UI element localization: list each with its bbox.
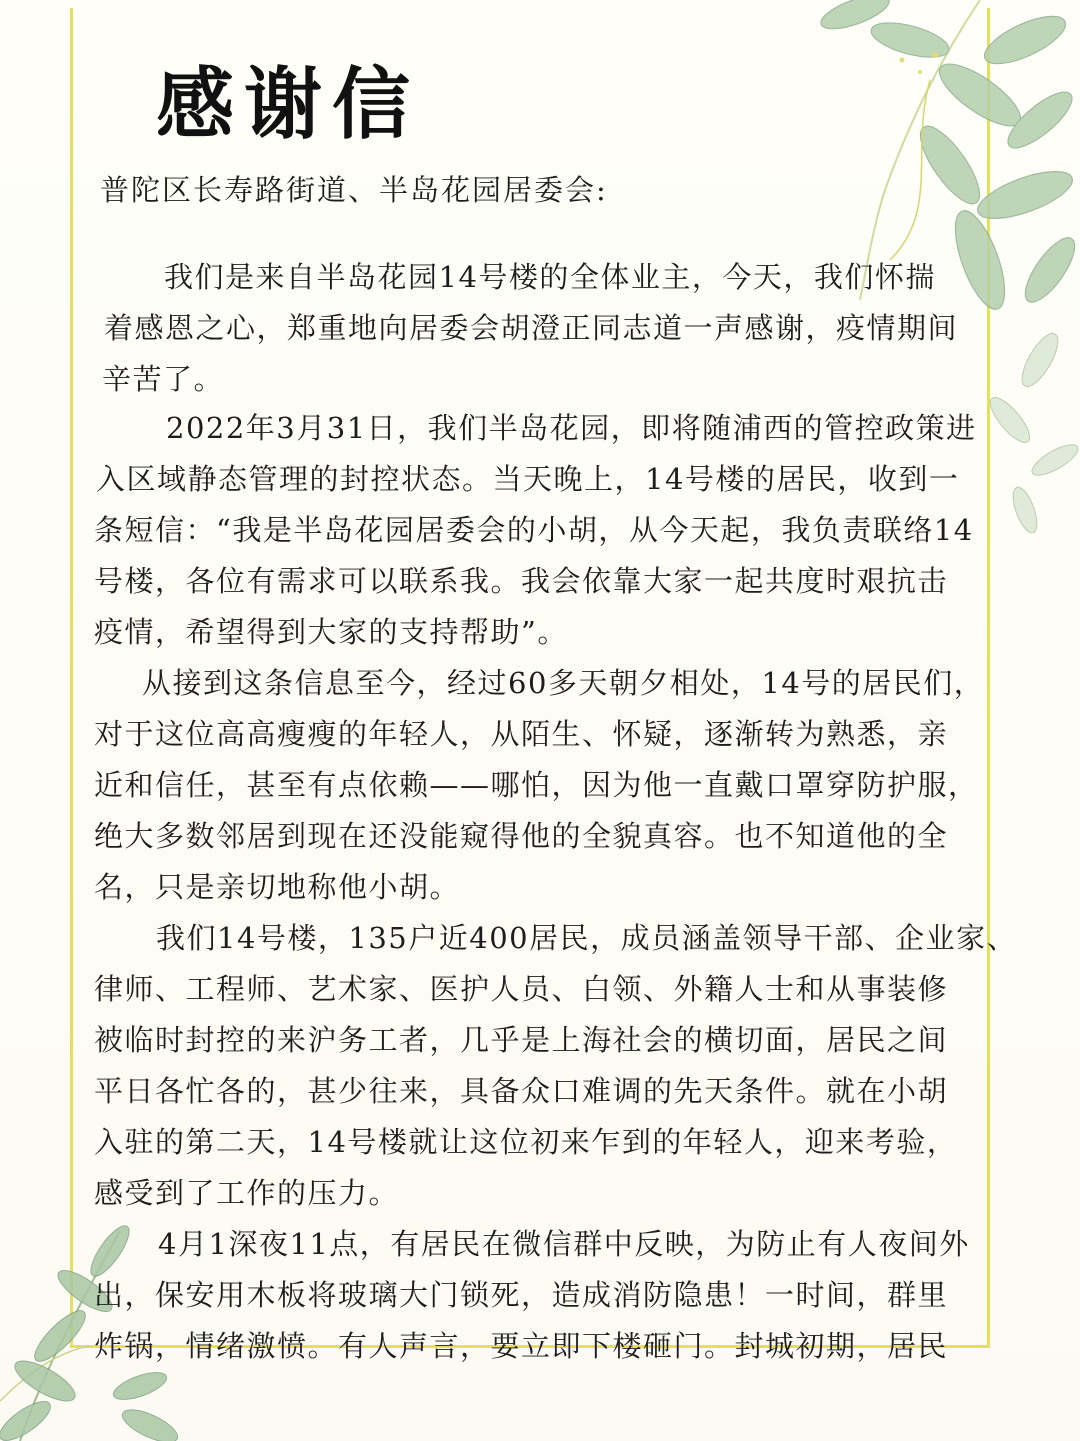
letter-body: [94, 252, 1018, 1372]
paragraph-line: 我们是来自半岛花园14号楼的全体业主，今天，我们怀揣: [164, 260, 936, 294]
paragraph-line: 近和信任，甚至有点依赖——哪怕，因为他一直戴口罩穿防护服，: [94, 768, 979, 802]
paragraph-line: 疫情，希望得到大家的支持帮助”。: [94, 615, 568, 649]
paragraph-line: 辛苦了。: [102, 362, 225, 396]
paragraph-line: 律师、工程师、艺术家、医护人员、白领、外籍人士和从事装修: [94, 972, 949, 1006]
paragraph-line: 号楼，各位有需求可以联系我。我会依靠大家一起共度时艰抗击: [94, 564, 949, 598]
paragraph-line: 我们14号楼，135户近400居民，成员涵盖领导干部、企业家、: [156, 921, 1018, 955]
letter-title: 感谢信: [156, 60, 421, 150]
letter-salutation: 普陀区长寿路街道、半岛花园居委会:: [100, 173, 608, 207]
paragraph-line: 平日各忙各的，甚少往来，具备众口难调的先天条件。就在小胡: [94, 1074, 949, 1108]
paragraph-line: 从接到这条信息至今，经过60多天朝夕相处，14号的居民们，: [142, 666, 985, 700]
paragraph-line: 名，只是亲切地称他小胡。: [94, 870, 461, 904]
paragraph-line: 条短信：“我是半岛花园居委会的小胡，从今天起，我负责联络14: [94, 513, 974, 547]
paragraph-line: 炸锅，情绪激愤。有人声言，要立即下楼砸门。封城初期，居民: [94, 1329, 949, 1363]
paragraph-line: 入区域静态管理的封控状态。当天晚上，14号楼的居民，收到一: [96, 462, 960, 496]
paragraph-line: 入驻的第二天，14号楼就让这位初来乍到的年轻人，迎来考验，: [94, 1125, 958, 1159]
paragraph-line: 绝大多数邻居到现在还没能窥得他的全貌真容。也不知道他的全: [94, 819, 949, 853]
paragraph-line: 被临时封控的来沪务工者，几乎是上海社会的横切面，居民之间: [94, 1023, 949, 1057]
paragraph-line: 对于这位高高瘦瘦的年轻人，从陌生、怀疑，逐渐转为熟悉，亲: [94, 717, 949, 751]
paragraph-line: 出，保安用木板将玻璃大门锁死，造成消防隐患！一时间，群里: [94, 1278, 949, 1312]
paragraph-line: 感受到了工作的压力。: [94, 1176, 400, 1210]
paragraph-line: 2022年3月31日，我们半岛花园，即将随浦西的管控政策进: [166, 411, 977, 445]
paragraph-line: 着感恩之心，郑重地向居委会胡澄正同志道一声感谢，疫情期间: [104, 311, 959, 345]
paragraph-line: 4月1深夜11点，有居民在微信群中反映，为防止有人夜间外: [158, 1227, 970, 1261]
